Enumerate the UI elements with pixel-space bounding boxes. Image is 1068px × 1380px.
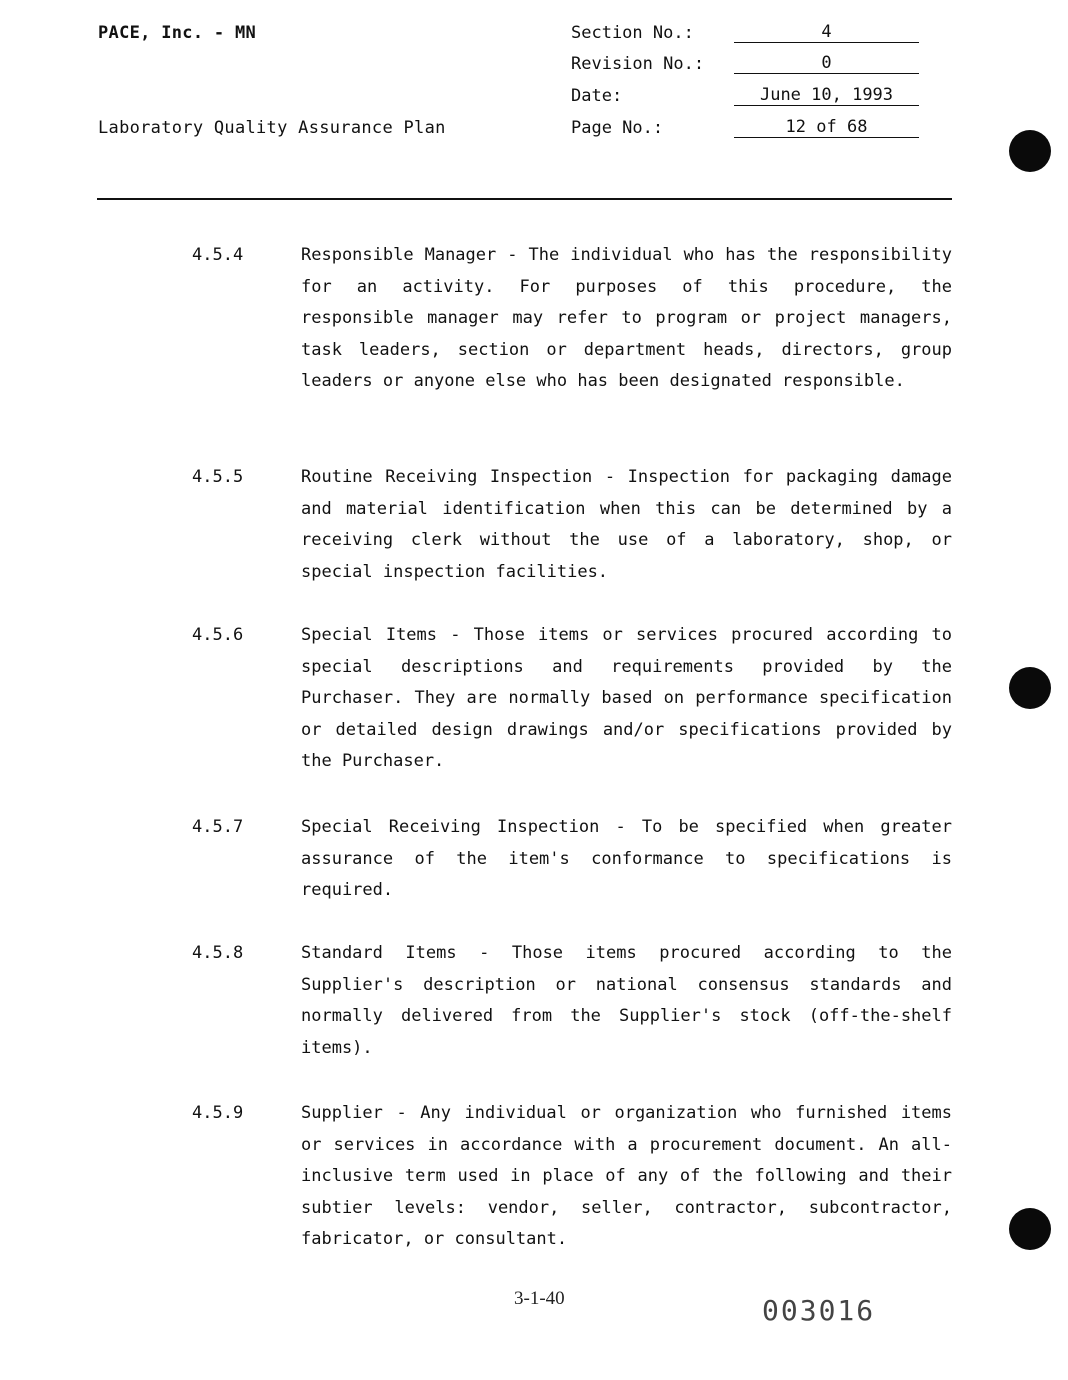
page-value: 12 of 68 [734,117,919,138]
revision-label: Revision No.: [571,54,705,74]
section-text: Responsible Manager - The individual who has the responsibility for an activity. For purposes of this procedure, the responsible manager may refer to program or project managers, task leaders, section or department heads, directors, group leaders or anyone else who has been designated responsible. [301,245,952,392]
date-value: June 10, 1993 [734,85,919,106]
section-text: Supplier - Any individual or organization who furnished items or services in accordance with a procurement document. An all-inclusive term used in place of any of the following and their subtier levels: vendor, seller, contractor, subcontractor, fabricator, or consultant. [301,1103,952,1250]
header-divider [97,198,952,200]
company-name: PACE, Inc. - MN [98,23,257,43]
section-text: Special Receiving Inspection - To be specified when greater assurance of the item's conformance to specifications is required. [301,817,952,901]
section-number: 4.5.9 [192,1103,244,1123]
section-text: Routine Receiving Inspection - Inspection for packaging damage and material identification when this can be determined by a receiving clerk without the use of a laboratory, shop, or special inspection facilities. [301,467,952,582]
bates-stamp: 003016 [762,1294,876,1327]
punch-hole [1009,1208,1051,1250]
page-label: Page No.: [571,118,664,138]
plan-title: Laboratory Quality Assurance Plan [98,118,446,138]
section-number: 4.5.8 [192,943,244,963]
section-number: 4.5.7 [192,817,244,837]
page-code: 3-1-40 [514,1288,565,1309]
section-text: Special Items - Those items or services procured according to special descriptions and requirements provided by the Purchaser. They are normally based on performance specification or detailed design drawings and/or specifications provided by the Purchaser. [301,625,952,772]
revision-value: 0 [734,53,919,74]
section-number: 4.5.5 [192,467,244,487]
section-text: Standard Items - Those items procured according to the Supplier's description or national consensus standards and normally delivered from the Supplier's stock (off-the-shelf items). [301,943,952,1058]
section-number: 4.5.6 [192,625,244,645]
punch-hole [1009,667,1051,709]
section-value: 4 [734,22,919,43]
section-label: Section No.: [571,23,694,43]
punch-hole [1009,130,1051,172]
date-label: Date: [571,86,623,106]
section-number: 4.5.4 [192,245,244,265]
